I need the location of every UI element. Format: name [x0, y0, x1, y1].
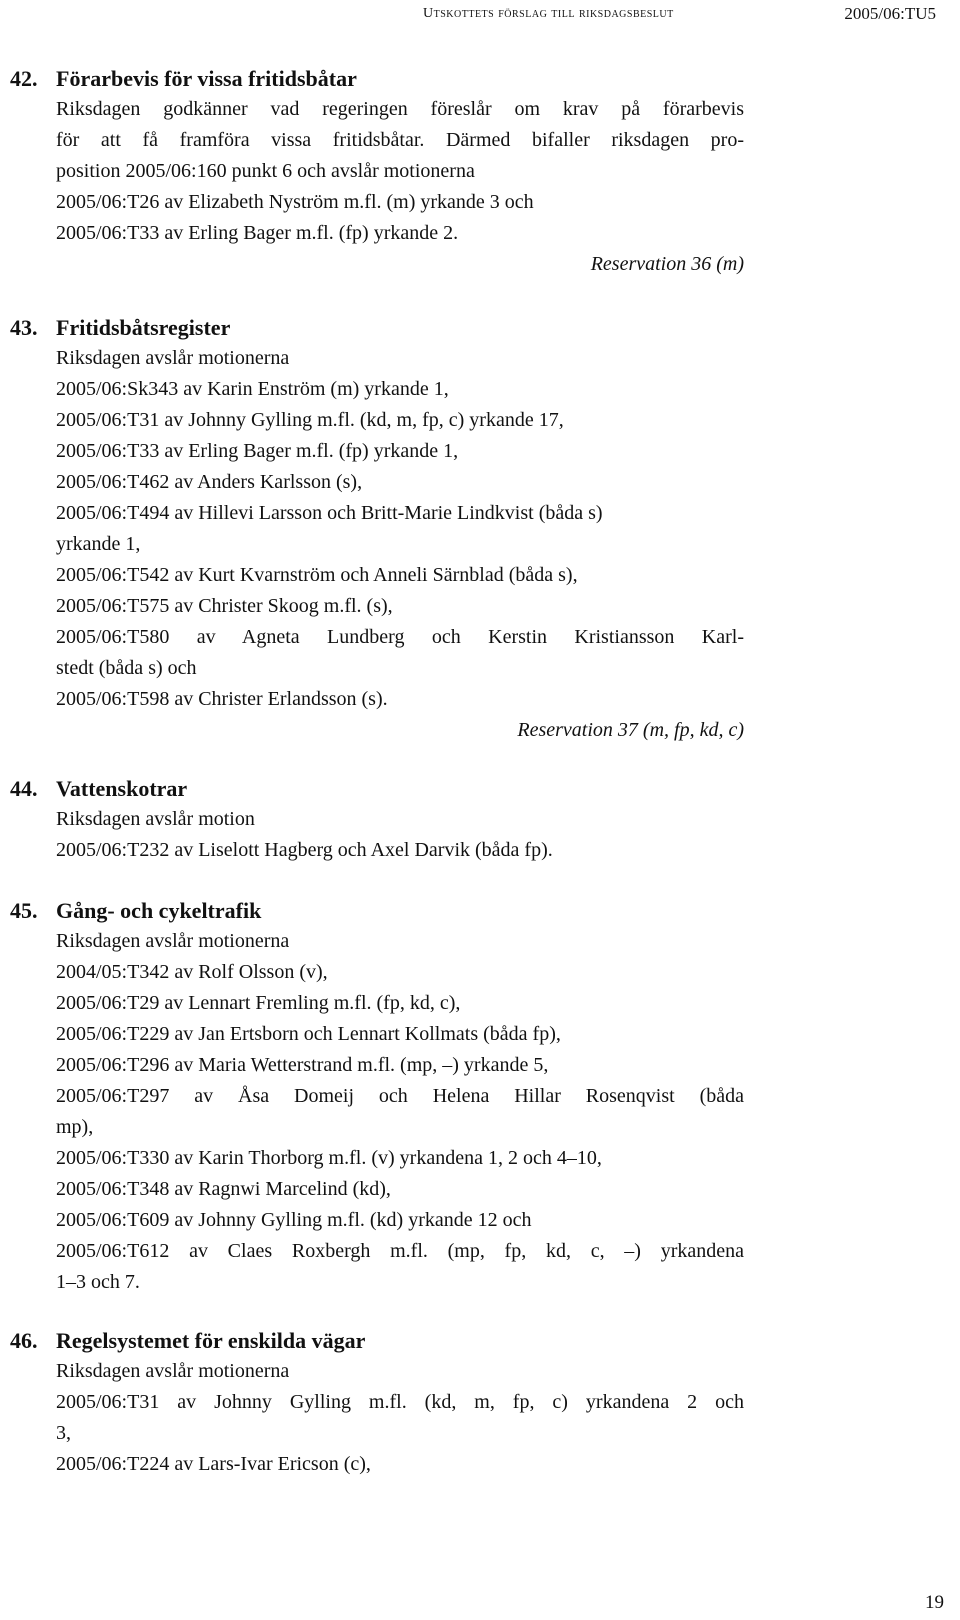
item-number: 42.: [10, 66, 38, 91]
reservation-note: Reservation 36 (m): [590, 253, 744, 275]
running-header-doc-id: 2005/06:TU5: [844, 4, 936, 23]
body-line: 2005/06:T612 av Claes Roxbergh m.fl. (mp, fp, kd, c, –) yrkandena: [56, 1240, 744, 1262]
item-number: 43.: [10, 315, 38, 340]
body-line: 2005/06:T598 av Christer Erlandsson (s).: [56, 688, 388, 710]
body-line: 2005/06:T296 av Maria Wetterstrand m.fl. (mp, –) yrkande 5,: [56, 1054, 549, 1076]
body-line: 2005/06:T330 av Karin Thorborg m.fl. (v) yrkandena 1, 2 och 4–10,: [56, 1147, 602, 1169]
body-line: stedt (båda s) och: [56, 657, 197, 679]
item-body: [56, 343, 744, 746]
body-line: Riksdagen avslår motionerna: [56, 930, 290, 952]
body-line: för att få framföra vissa fritidsbåtar. Därmed bifaller riksdagen pro-: [56, 129, 744, 151]
item-title: Förarbevis för vissa fritidsbåtar: [56, 66, 357, 91]
body-line: 2005/06:T297 av Åsa Domeij och Helena Hillar Rosenqvist (båda: [56, 1085, 744, 1107]
body-line: yrkande 1,: [56, 533, 141, 555]
item-title: Gång- och cykeltrafik: [56, 898, 262, 923]
item-body: [56, 804, 744, 866]
item-number: 45.: [10, 898, 38, 923]
body-line: 2005/06:T29 av Lennart Fremling m.fl. (fp, kd, c),: [56, 992, 461, 1014]
body-line: 2005/06:T348 av Ragnwi Marcelind (kd),: [56, 1178, 391, 1200]
body-line: 2004/05:T342 av Rolf Olsson (v),: [56, 961, 328, 983]
body-line: Riksdagen avslår motionerna: [56, 347, 290, 369]
body-line: 2005/06:T26 av Elizabeth Nyström m.fl. (m) yrkande 3 och: [56, 191, 534, 213]
reservation-note: Reservation 37 (m, fp, kd, c): [517, 719, 744, 741]
body-line: 2005/06:T542 av Kurt Kvarnström och Anneli Särnblad (båda s),: [56, 564, 578, 586]
body-line: mp),: [56, 1116, 94, 1138]
body-line: Riksdagen avslår motionerna: [56, 1360, 290, 1382]
running-header-label: Utskottets förslag till riksdagsbeslut: [423, 6, 674, 21]
body-line: 2005/06:Sk343 av Karin Enström (m) yrkande 1,: [56, 378, 449, 400]
body-line: 2005/06:T31 av Johnny Gylling m.fl. (kd, m, fp, c) yrkandena 2 och: [56, 1391, 744, 1413]
body-line: 2005/06:T33 av Erling Bager m.fl. (fp) yrkande 1,: [56, 440, 459, 462]
body-line: 2005/06:T224 av Lars-Ivar Ericson (c),: [56, 1453, 371, 1475]
page-number: 19: [925, 1592, 944, 1613]
body-line: 2005/06:T575 av Christer Skoog m.fl. (s),: [56, 595, 393, 617]
item-number: 44.: [10, 776, 38, 801]
item-title: Fritidsbåtsregister: [56, 315, 231, 340]
body-line: Riksdagen godkänner vad regeringen föreslår om krav på förarbevis: [56, 98, 744, 120]
body-line: 2005/06:T229 av Jan Ertsborn och Lennart Kollmats (båda fp),: [56, 1023, 561, 1045]
body-line: 2005/06:T609 av Johnny Gylling m.fl. (kd) yrkande 12 och: [56, 1209, 532, 1231]
body-line: 2005/06:T31 av Johnny Gylling m.fl. (kd, m, fp, c) yrkande 17,: [56, 409, 564, 431]
item-body: [56, 1356, 744, 1480]
body-line: 2005/06:T494 av Hillevi Larsson och Britt-Marie Lindkvist (båda s): [56, 502, 603, 524]
item-title: Vattenskotrar: [56, 776, 188, 801]
body-line: 1–3 och 7.: [56, 1271, 140, 1293]
item-body: [56, 926, 744, 1298]
body-line: 3,: [56, 1422, 71, 1444]
body-line: 2005/06:T462 av Anders Karlsson (s),: [56, 471, 363, 493]
body-line: position 2005/06:160 punkt 6 och avslår motionerna: [56, 160, 475, 182]
item-title: Regelsystemet för enskilda vägar: [56, 1328, 366, 1353]
body-line: 2005/06:T33 av Erling Bager m.fl. (fp) yrkande 2.: [56, 222, 459, 244]
item-body: [56, 94, 744, 280]
item-number: 46.: [10, 1328, 38, 1353]
body-line: 2005/06:T580 av Agneta Lundberg och Kerstin Kristiansson Karl-: [56, 626, 744, 648]
body-line: Riksdagen avslår motion: [56, 808, 255, 830]
body-line: 2005/06:T232 av Liselott Hagberg och Axel Darvik (båda fp).: [56, 839, 553, 861]
